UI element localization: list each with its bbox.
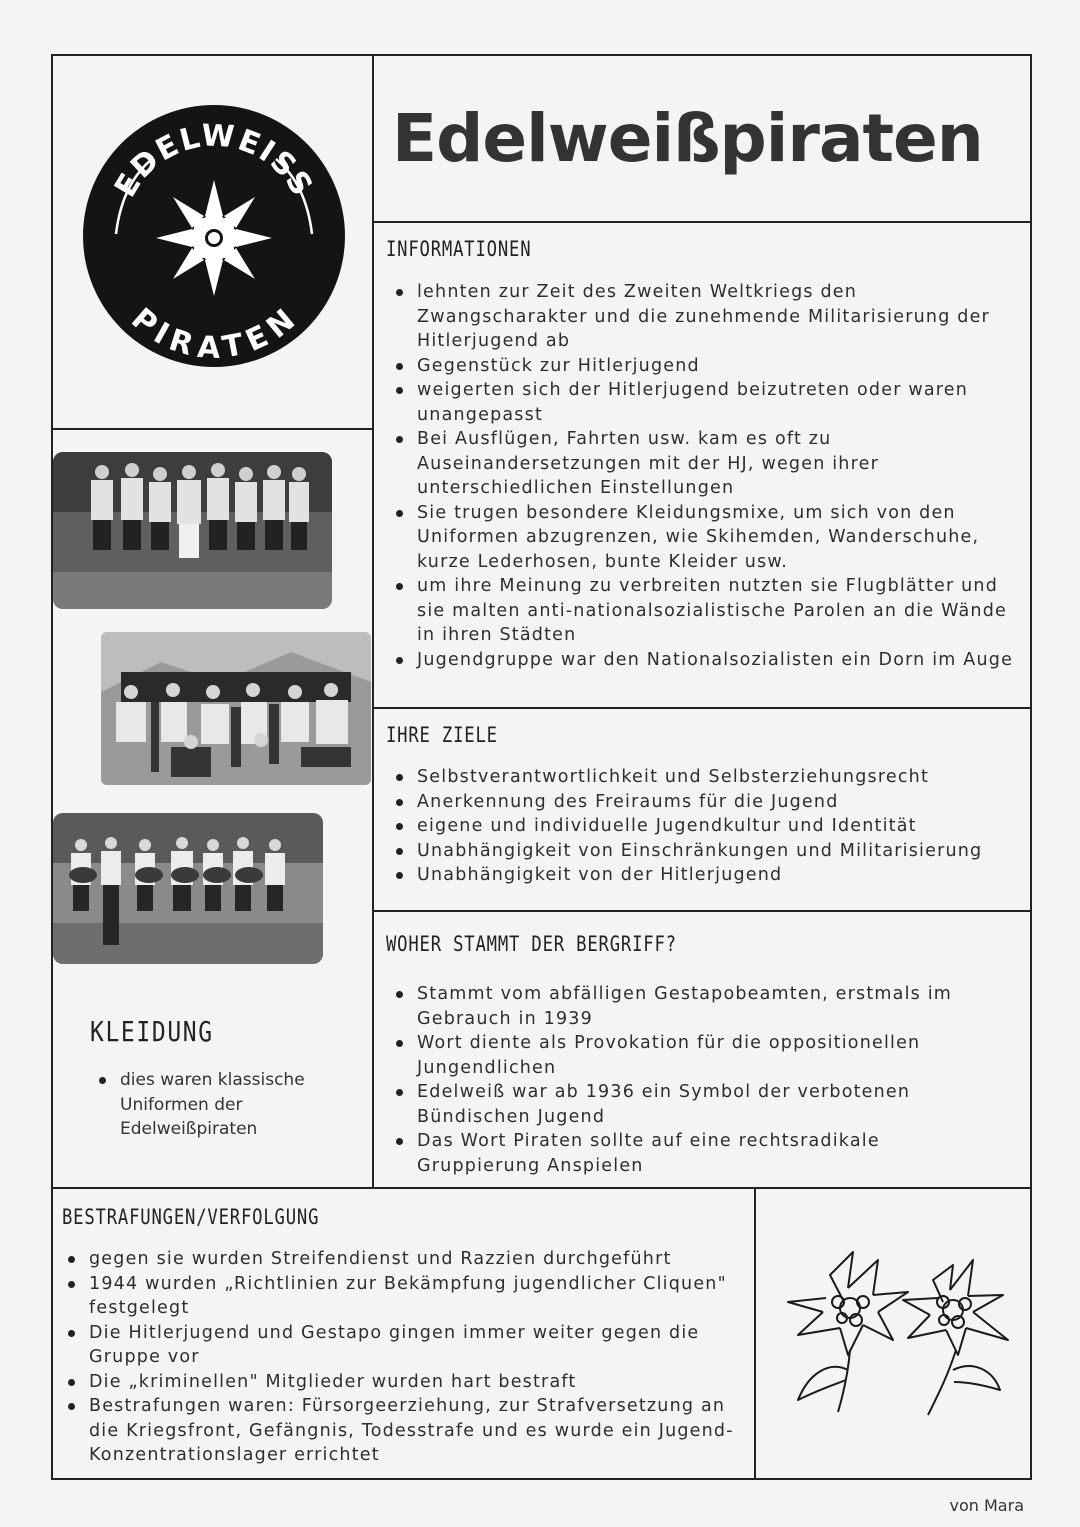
divider-title xyxy=(372,221,1032,223)
list-item: lehnten zur Zeit des Zweiten Weltkriegs den Zwangscharakter und die zunehmende Militarisierung der Hitlerjugend ab xyxy=(390,280,1020,354)
heading-begriff: WOHER STAMMT DER BERGRIFF? xyxy=(386,932,677,956)
list-item: Die Hitlerjugend und Gestapo gingen immer weiter gegen die Gruppe vor xyxy=(62,1321,742,1370)
divider-vertical-main xyxy=(372,54,374,1189)
list-item: Wort diente als Provokation für die oppositionellen Jungendlichen xyxy=(390,1031,1000,1080)
list-item: Die „kriminellen" Mitglieder wurden hart bestraft xyxy=(62,1370,742,1395)
list-kleidung xyxy=(94,1068,344,1142)
heading-bestrafungen: BESTRAFUNGEN/VERFOLGUNG xyxy=(62,1205,320,1229)
list-item: Jugendgruppe war den Nationalsozialisten ein Dorn im Auge xyxy=(390,648,1020,673)
list-item: Unabhängigkeit von Einschränkungen und Militarisierung xyxy=(390,839,990,864)
list-item: Stammt vom abfälligen Gestapobeamten, erstmals im Gebrauch in 1939 xyxy=(390,982,1000,1031)
edelweiss-flower-drawing xyxy=(768,1240,1018,1420)
list-item: Bestrafungen waren: Fürsorgeerziehung, zur Strafversetzung an die Kriegsfront, Gefängnis, Todesstrafe und es wurde ein Jugend-Konzentrationslager errichtet xyxy=(62,1394,742,1468)
logo-bottom-text: PIRATEN xyxy=(124,301,304,366)
list-item: um ihre Meinung zu verbreiten nutzten sie Flugblätter und sie malten anti-nationalsozialistische Parolen an die Wände in ihren Städten xyxy=(390,574,1020,648)
group-photo-1 xyxy=(53,452,332,609)
edelweiss-logo xyxy=(82,104,346,368)
list-informationen xyxy=(390,280,1020,672)
heading-kleidung: KLEIDUNG xyxy=(90,1015,214,1048)
list-item: Sie trugen besondere Kleidungsmixe, um sich von den Uniformen abzugrenzen, wie Skihemden, Wanderschuhe, kurze Lederhosen, bunte Kleider usw. xyxy=(390,501,1020,575)
list-item: eigene und individuelle Jugendkultur und Identität xyxy=(390,814,990,839)
author-signature: von Mara xyxy=(949,1496,1024,1515)
divider-logo xyxy=(51,428,373,430)
list-item: Anerkennung des Freiraums für die Jugend xyxy=(390,790,990,815)
list-item: Das Wort Piraten sollte auf eine rechtsradikale Gruppierung Anspielen xyxy=(390,1129,1000,1178)
list-item: dies waren klassische Uniformen der Edelweißpiraten xyxy=(94,1068,344,1142)
heading-ziele: IHRE ZIELE xyxy=(386,723,498,747)
divider-ziele xyxy=(372,707,1032,709)
page-title: Edelweißpiraten xyxy=(392,100,983,177)
list-item: Bei Ausflügen, Fahrten usw. kam es oft zu Auseinandersetzungen mit der HJ, wegen ihrer unterschiedlichen Einstellungen xyxy=(390,427,1020,501)
list-item: Unabhängigkeit von der Hitlerjugend xyxy=(390,863,990,888)
group-photo-3 xyxy=(53,813,323,964)
list-bestrafungen xyxy=(62,1247,742,1468)
list-ziele xyxy=(390,765,990,888)
heading-informationen: INFORMATIONEN xyxy=(386,237,532,261)
list-item: weigerten sich der Hitlerjugend beizutreten oder waren unangepasst xyxy=(390,378,1020,427)
list-item: 1944 wurden „Richtlinien zur Bekämpfung jugendlicher Cliquen" festgelegt xyxy=(62,1272,742,1321)
list-begriff xyxy=(390,982,1000,1178)
logo-top-text: EDELWEISS xyxy=(107,118,321,204)
divider-bottom xyxy=(51,1187,1032,1189)
group-photo-2 xyxy=(101,632,371,785)
list-item: gegen sie wurden Streifendienst und Razzien durchgeführt xyxy=(62,1247,742,1272)
list-item: Edelweiß war ab 1936 ein Symbol der verbotenen Bündischen Jugend xyxy=(390,1080,1000,1129)
list-item: Gegenstück zur Hitlerjugend xyxy=(390,354,1020,379)
list-item: Selbstverantwortlichkeit und Selbsterziehungsrecht xyxy=(390,765,990,790)
divider-vertical-bottom xyxy=(754,1187,756,1480)
divider-begriff xyxy=(372,910,1032,912)
